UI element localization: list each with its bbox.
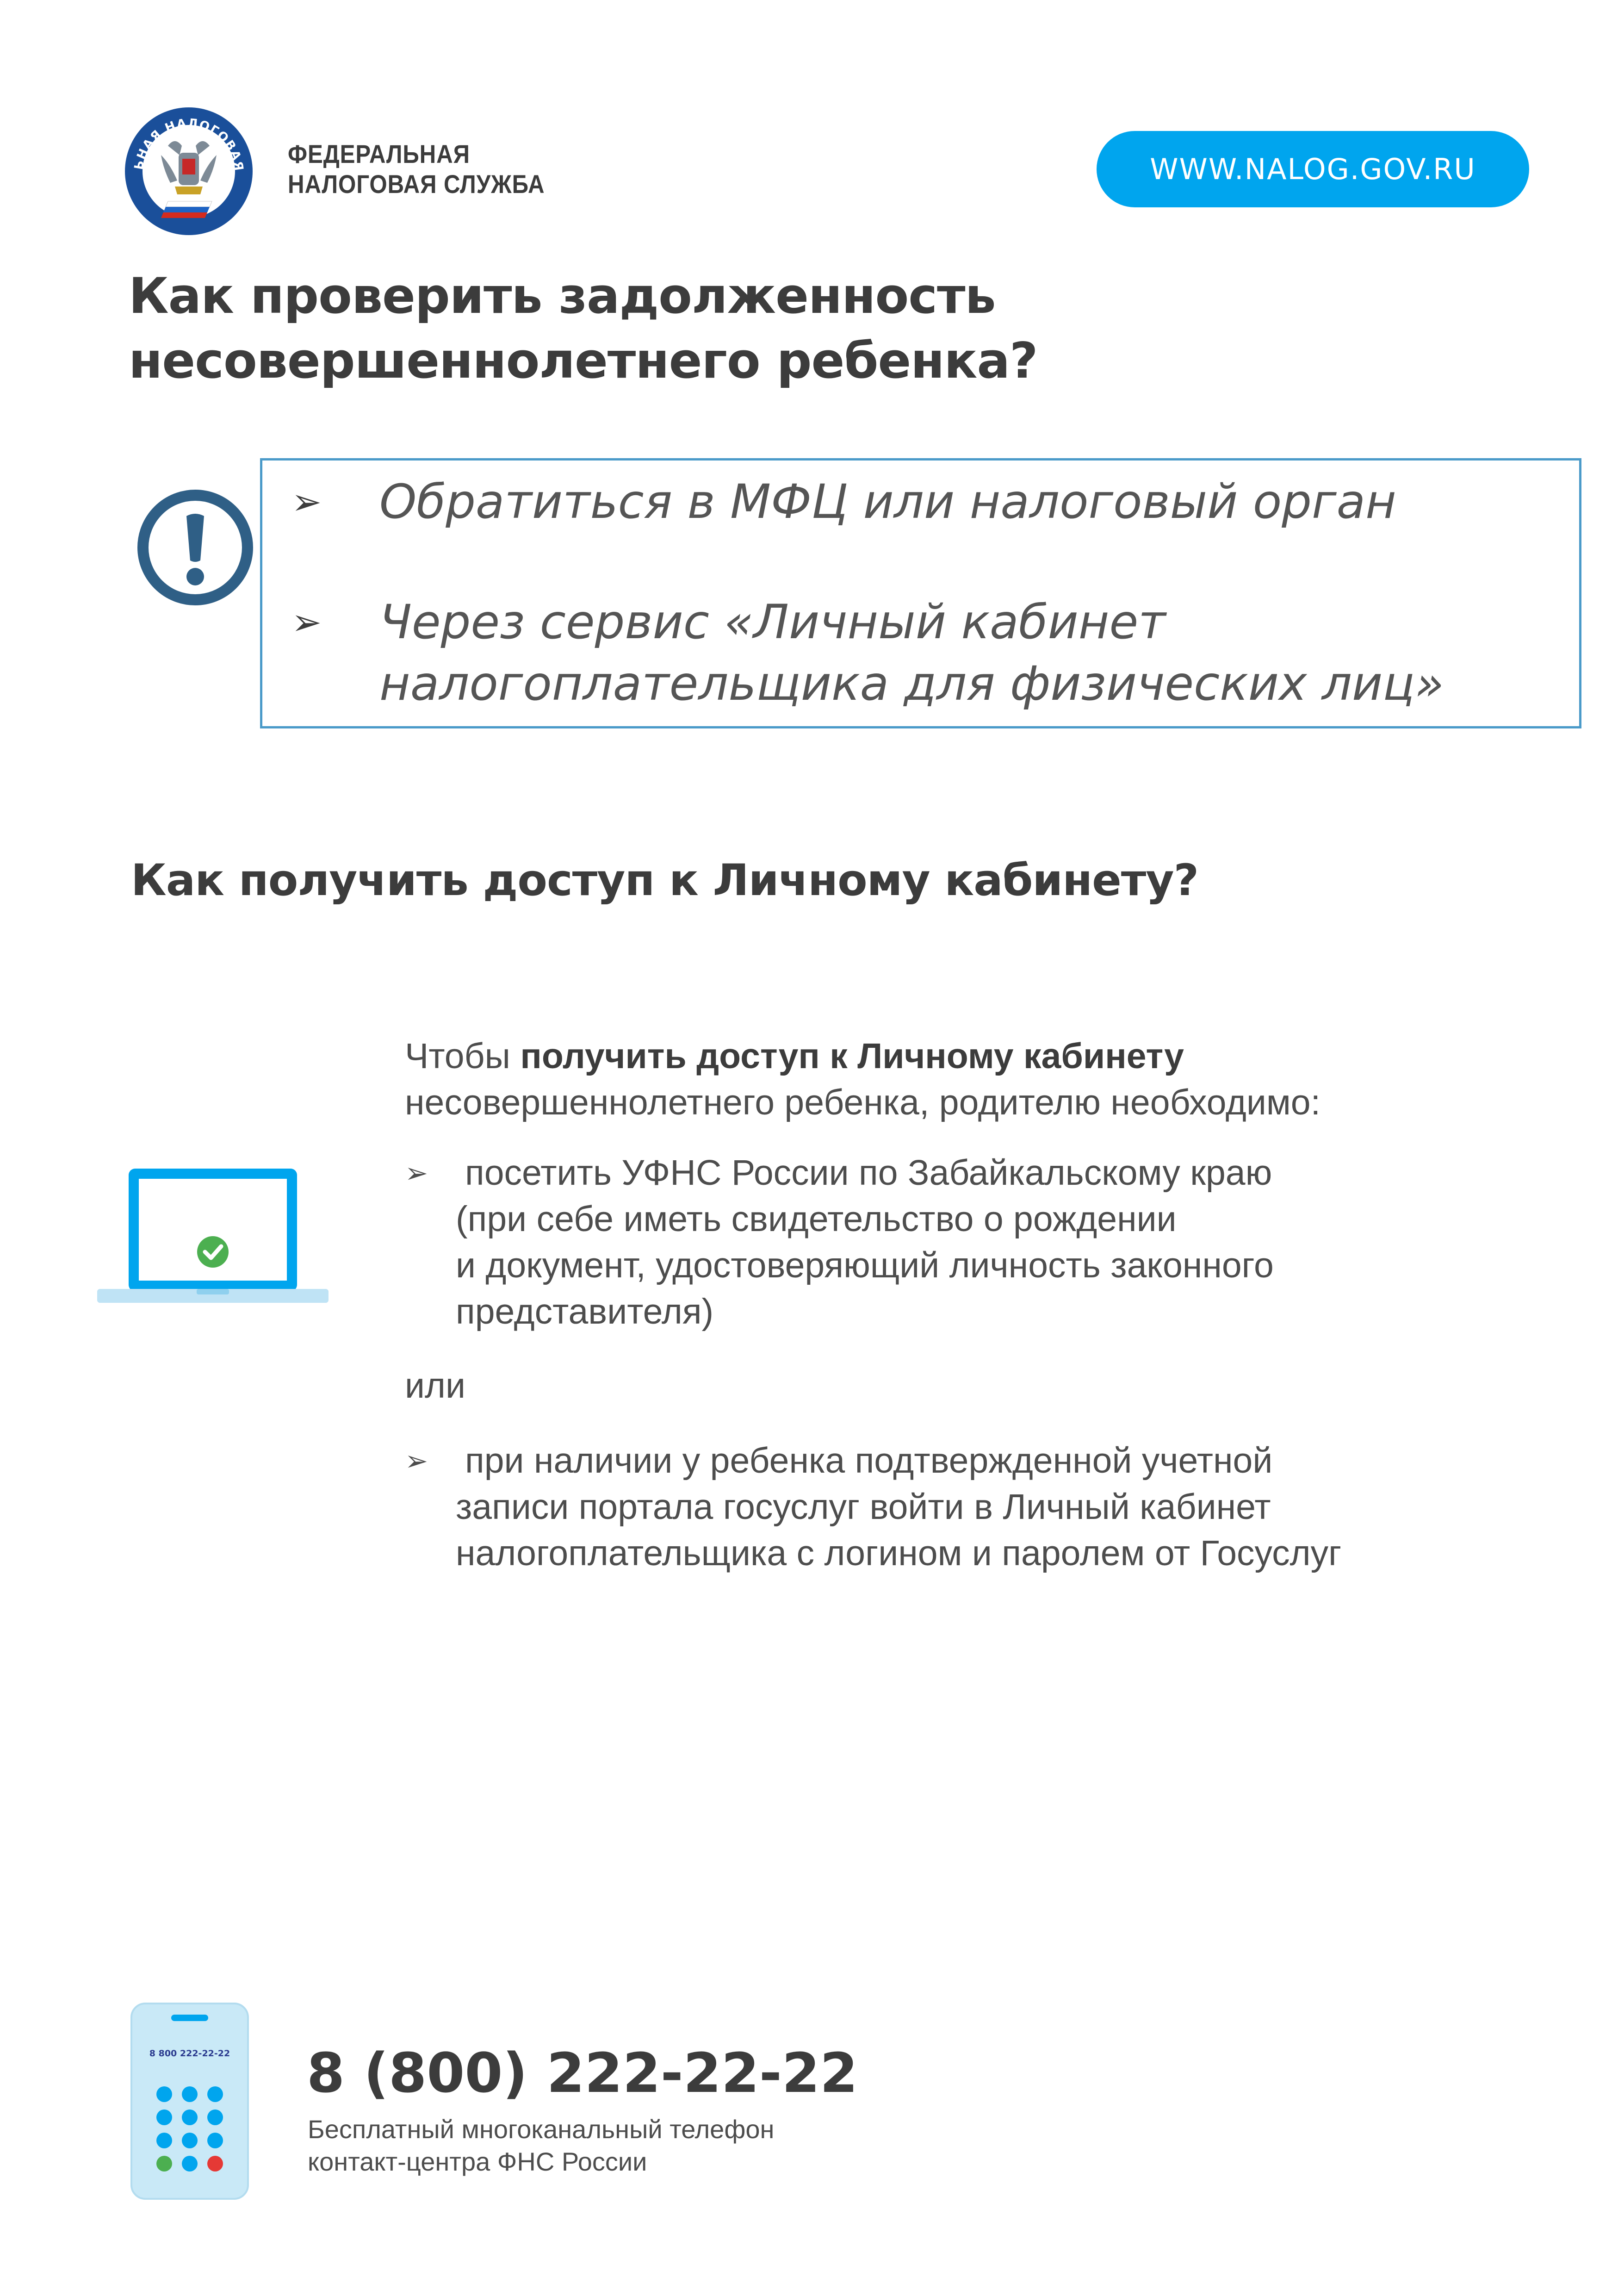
- page-title-line-2: несовершеннолетнего ребенка?: [129, 332, 1038, 389]
- hotline-description-line-2: контакт-центра ФНС России: [308, 2147, 647, 2176]
- website-link-button[interactable]: WWW.NALOG.GOV.RU: [1097, 131, 1529, 207]
- exclamation-circle-icon: [135, 487, 255, 608]
- hotline-description-line-1: Бесплатный многоканальный телефон: [308, 2115, 775, 2144]
- visit-option-line-2: (при себе иметь свидетельство о рождении: [456, 1199, 1177, 1239]
- laptop-check-icon: [97, 1164, 329, 1307]
- phone-screen-number: 8 800 222-22-22: [149, 2048, 230, 2059]
- arrow-bullet-icon: ➢: [291, 602, 322, 643]
- org-name-line-1: ФЕДЕРАЛЬНАЯ: [288, 139, 470, 168]
- org-name-line-2: НАЛОГОВАЯ СЛУЖБА: [288, 169, 545, 199]
- intro-prefix: Чтобы: [405, 1036, 521, 1076]
- option-cabinet-text-line-2: налогоплательщика для физических лиц»: [379, 656, 1444, 711]
- option-mfc-text: Обратиться в МФЦ или налоговый орган: [379, 474, 1396, 529]
- phone-icon: [130, 2002, 250, 2201]
- intro-text-line-1: [405, 1036, 1184, 1077]
- arrow-bullet-icon: ➢: [291, 481, 322, 523]
- option-cabinet-text-line-1: Через сервис «Личный кабинет: [379, 595, 1166, 650]
- intro-bold: получить доступ к Личному кабинету: [520, 1036, 1184, 1076]
- page-title-line-1: Как проверить задолженность: [129, 268, 996, 324]
- visit-option-line-3: и документ, удостоверяющий личность законного: [456, 1245, 1274, 1285]
- gosuslugi-option-line-3: налогоплательщика с логином и паролем от Госуслуг: [456, 1533, 1342, 1573]
- section-subtitle: Как получить доступ к Личному кабинету?: [131, 855, 1199, 906]
- emblem-ring-text: ЬНАЯ НАЛОГОВАЯ: [132, 116, 246, 173]
- visit-option-line-4: представителя): [456, 1292, 714, 1332]
- arrow-bullet-icon: ➢: [405, 1157, 428, 1189]
- intro-text-line-2: несовершеннолетнего ребенка, родителю необходимо:: [405, 1083, 1320, 1122]
- hotline-phone-number[interactable]: 8 (800) 222-22-22: [307, 2041, 858, 2105]
- gosuslugi-option-line-2: записи портала госуслуг войти в Личный кабинет: [456, 1487, 1271, 1527]
- fns-emblem-icon: [124, 104, 254, 238]
- or-separator: или: [405, 1366, 465, 1406]
- visit-option-line-1: посетить УФНС России по Забайкальскому краю: [465, 1153, 1272, 1193]
- gosuslugi-option-line-1: при наличии у ребенка подтвержденной учетной: [465, 1441, 1273, 1481]
- arrow-bullet-icon: ➢: [405, 1445, 428, 1477]
